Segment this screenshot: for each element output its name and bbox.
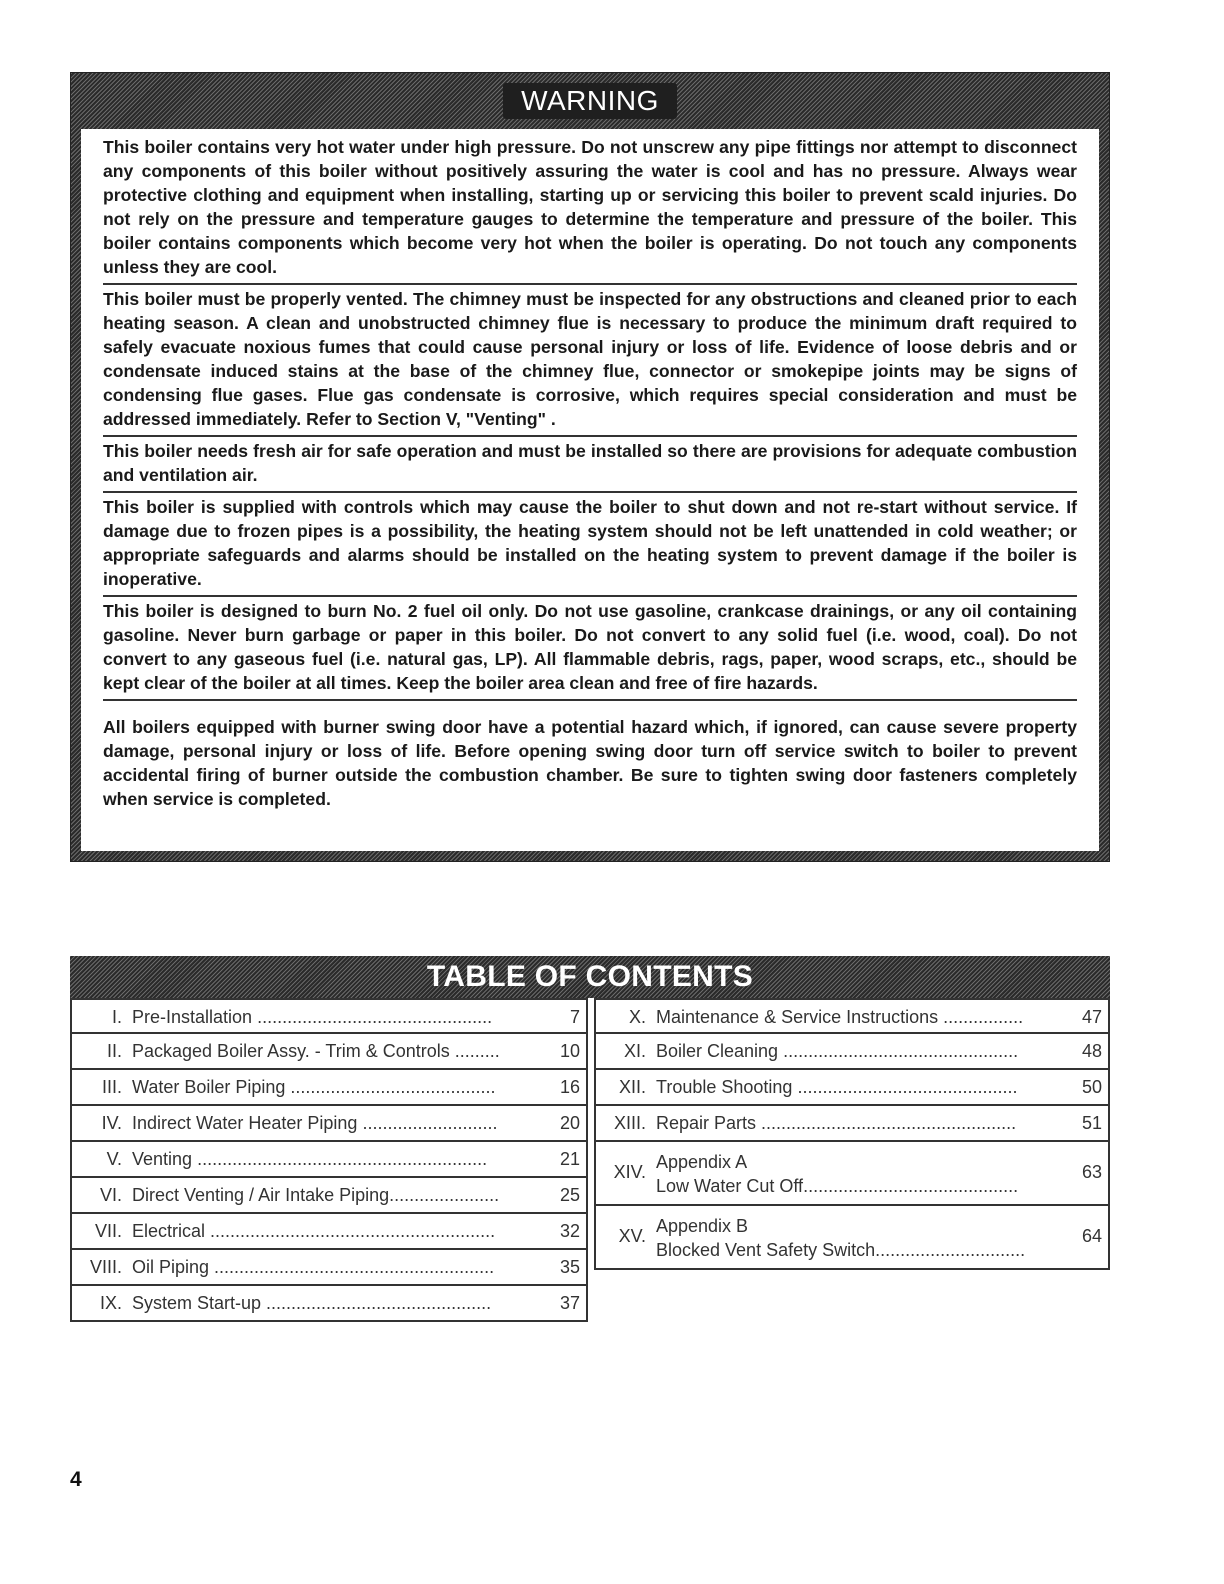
toc-entry-number: XI. <box>623 1041 646 1061</box>
toc-entry-title: Maintenance & Service Instructions <box>656 1007 939 1027</box>
warning-paragraph-fuel: This boiler is designed to burn No. 2 fuel oil only. Do not use gasoline, crankcase drainings, or any oil containing gasoline. Never burn garbage or paper in this boiler. Do not convert to any solid fuel (i.e. wood, coal). Do not convert to any gaseous fuel (i.e. natural gas, LP). All flammable debris, rags, paper, wood scraps, etc., should be kept clear of the boiler at all times. Keep the boiler area clean and free of fire hazards. <box>103 597 1077 701</box>
warning-paragraph-venting: This boiler must be properly vented. The chimney must be inspected for any obstructions and cleaned prior to each heating season. A clean and unobstructed chimney flue is necessary to produce the minimum draft required to safely evacuate noxious fumes that could cause personal injury or loss of life. Evidence of loose debris and or condensate induced stains at the base of the chimney flue, connector or smokepipe joints may be signs of condensing flue gases. Flue gas condensate is corrosive, which requires special consideration and must be addressed immediately. Refer to Section V, "Venting" . <box>103 285 1077 437</box>
toc-entry-title: Repair Parts <box>656 1113 757 1133</box>
toc-entry-title: Oil Piping <box>132 1257 210 1277</box>
toc-entry[interactable] <box>594 1070 1110 1106</box>
warning-header <box>71 73 1109 129</box>
page-number: 4 <box>70 1468 82 1491</box>
toc-entry-leader: ........................................................ <box>209 1257 495 1277</box>
toc-entry-label <box>132 1041 542 1062</box>
toc-entry[interactable] <box>70 1286 588 1322</box>
toc-right-column <box>594 998 1110 1270</box>
toc-entry[interactable] <box>70 1178 588 1214</box>
toc-entry-label <box>656 1214 1064 1262</box>
toc-entry-label <box>132 1221 542 1242</box>
toc-entry-number: X. <box>628 1007 646 1027</box>
toc-entry-title: Appendix A <box>656 1152 748 1172</box>
toc-entry-title: Packaged Boiler Assy. - Trim & Controls <box>132 1041 450 1061</box>
toc-entry-label <box>132 1293 542 1314</box>
toc-entry-number: V. <box>106 1149 122 1169</box>
toc-entry-page: 35 <box>559 1257 580 1277</box>
toc-entry-title: Direct Venting / Air Intake Piping <box>132 1185 390 1205</box>
toc-entry-label <box>132 1257 542 1278</box>
toc-entry[interactable] <box>594 998 1110 1034</box>
toc-entry-page: 10 <box>559 1041 580 1061</box>
toc-entry-title: Indirect Water Heater Piping <box>132 1113 358 1133</box>
warning-paragraph-swing-door: All boilers equipped with burner swing door have a potential hazard which, if ignored, can cause severe property damage, personal injury or loss of life. Before opening swing door turn off service switch to boiler to prevent accidental firing of burner outside the combustion chamber. Be sure to tighten swing door fasteners completely when service is completed. <box>103 717 1077 809</box>
toc-entry-leader: ......................................................... <box>205 1221 496 1241</box>
toc-entry-title: Trouble Shooting <box>656 1077 793 1097</box>
toc-entry-number: XII. <box>618 1077 646 1097</box>
toc-entry[interactable] <box>70 1106 588 1142</box>
toc-entry-leader: ........................................... <box>803 1176 1019 1196</box>
toc-entry-number: IV. <box>101 1113 122 1133</box>
toc-entry[interactable] <box>70 1214 588 1250</box>
toc-entry-leader: ...................... <box>389 1185 500 1205</box>
toc-entry[interactable] <box>594 1106 1110 1142</box>
toc-entry-title: Electrical <box>132 1221 206 1241</box>
toc-entry[interactable] <box>70 1142 588 1178</box>
toc-entry-title: Water Boiler Piping <box>132 1077 286 1097</box>
warning-title: WARNING <box>503 83 677 119</box>
toc-entry-leader: ............................................... <box>778 1041 1019 1061</box>
warning-paragraph-controls: This boiler is supplied with controls which may cause the boiler to shut down and not re-start without service. If damage due to frozen pipes is a possibility, the heating system should not be left unattended in cold weather; or appropriate safeguards and alarms should be installed on the heating system to prevent damage if the boiler is inoperative. <box>103 493 1077 597</box>
toc-entry[interactable] <box>70 1034 588 1070</box>
toc-entry-label <box>132 1077 542 1098</box>
toc-entry-number: XIV. <box>613 1162 646 1182</box>
toc-entry-page: 48 <box>1081 1041 1102 1061</box>
toc-entry-number: XV. <box>618 1226 646 1246</box>
toc-entry-leader: ............................................ <box>792 1077 1018 1097</box>
toc-title: TABLE OF CONTENTS <box>426 960 754 993</box>
toc-entry-leader: ......................................... <box>285 1077 496 1097</box>
toc-entry-page: 16 <box>559 1077 580 1097</box>
toc-entry-number: III. <box>101 1077 122 1097</box>
warning-paragraph-scald: This boiler contains very hot water under high pressure. Do not unscrew any pipe fittings nor attempt to disconnect any components of this boiler without positively assuring the water is cool and has no pressure. Always wear protective clothing and equipment when installing, starting up or servicing this boiler to prevent scald injuries. Do not rely on the pressure and temperature gauges to determine the temperature and pressure of the boiler. This boiler contains components which become very hot when the boiler is operating. Do not touch any components unless they are cool. <box>103 133 1077 285</box>
toc-entry[interactable] <box>594 1034 1110 1070</box>
toc-entry-leader: .............................. <box>875 1240 1026 1260</box>
toc-entry-title: Pre-Installation <box>132 1007 253 1027</box>
toc-entry-title: Boiler Cleaning <box>656 1041 779 1061</box>
toc-entry-page: 21 <box>559 1149 580 1169</box>
toc-entry-title: Venting <box>132 1149 193 1169</box>
toc-entry-page: 63 <box>1081 1162 1102 1182</box>
toc-entry-label <box>656 1150 1064 1198</box>
toc-entry-label <box>132 1185 542 1206</box>
toc-entry-leader: ............................................. <box>261 1293 492 1313</box>
toc-entry-subtitle: Blocked Vent Safety Switch <box>656 1240 876 1260</box>
toc-entry-leader: .......................................................... <box>192 1149 488 1169</box>
toc-entry-title: System Start-up <box>132 1293 262 1313</box>
toc-entry-label <box>656 1007 1064 1028</box>
toc-entry-page: 64 <box>1081 1226 1102 1246</box>
toc-entry-label <box>656 1041 1064 1062</box>
toc-entry-number: I. <box>111 1007 122 1027</box>
toc-entry-number: II. <box>106 1041 122 1061</box>
toc-entry[interactable] <box>594 1206 1110 1270</box>
warning-box <box>70 72 1110 862</box>
toc-entry-number: IX. <box>99 1293 122 1313</box>
toc-entry-page: 7 <box>569 1007 580 1027</box>
toc-entry-page: 32 <box>559 1221 580 1241</box>
toc-entry-label <box>132 1113 542 1134</box>
toc-entry-title: Appendix B <box>656 1216 749 1236</box>
toc-entry-number: XIII. <box>613 1113 646 1133</box>
toc-entry-page: 20 <box>559 1113 580 1133</box>
toc-entry-number: VII. <box>94 1221 122 1241</box>
warning-body <box>81 129 1099 851</box>
toc-entry-number: VIII. <box>89 1257 122 1277</box>
warning-paragraph-fresh-air: This boiler needs fresh air for safe operation and must be installed so there are provisions for adequate combustion and ventilation air. <box>103 437 1077 493</box>
toc-entry-leader: ................................................... <box>756 1113 1017 1133</box>
toc-entry[interactable] <box>70 998 588 1034</box>
toc-entry-leader: ......... <box>449 1041 500 1061</box>
toc-entry-page: 47 <box>1081 1007 1102 1027</box>
toc-entry-label <box>132 1007 542 1028</box>
toc-entry[interactable] <box>70 1070 588 1106</box>
toc-entry[interactable] <box>594 1142 1110 1206</box>
toc-entry-leader: ............................................... <box>252 1007 493 1027</box>
toc-entry-label <box>132 1149 542 1170</box>
toc-entry[interactable] <box>70 1250 588 1286</box>
toc-entry-subtitle: Low Water Cut Off <box>656 1176 804 1196</box>
table-of-contents <box>70 956 1110 1324</box>
toc-left-column <box>70 998 588 1322</box>
toc-entry-page: 50 <box>1081 1077 1102 1097</box>
toc-entry-page: 37 <box>559 1293 580 1313</box>
toc-entry-label <box>656 1077 1064 1098</box>
toc-header <box>70 956 1110 998</box>
toc-entry-label <box>656 1113 1064 1134</box>
toc-entry-leader: ................ <box>938 1007 1024 1027</box>
toc-entry-page: 25 <box>559 1185 580 1205</box>
toc-entry-number: VI. <box>99 1185 122 1205</box>
toc-entry-leader: ........................... <box>357 1113 498 1133</box>
toc-entry-page: 51 <box>1081 1113 1102 1133</box>
